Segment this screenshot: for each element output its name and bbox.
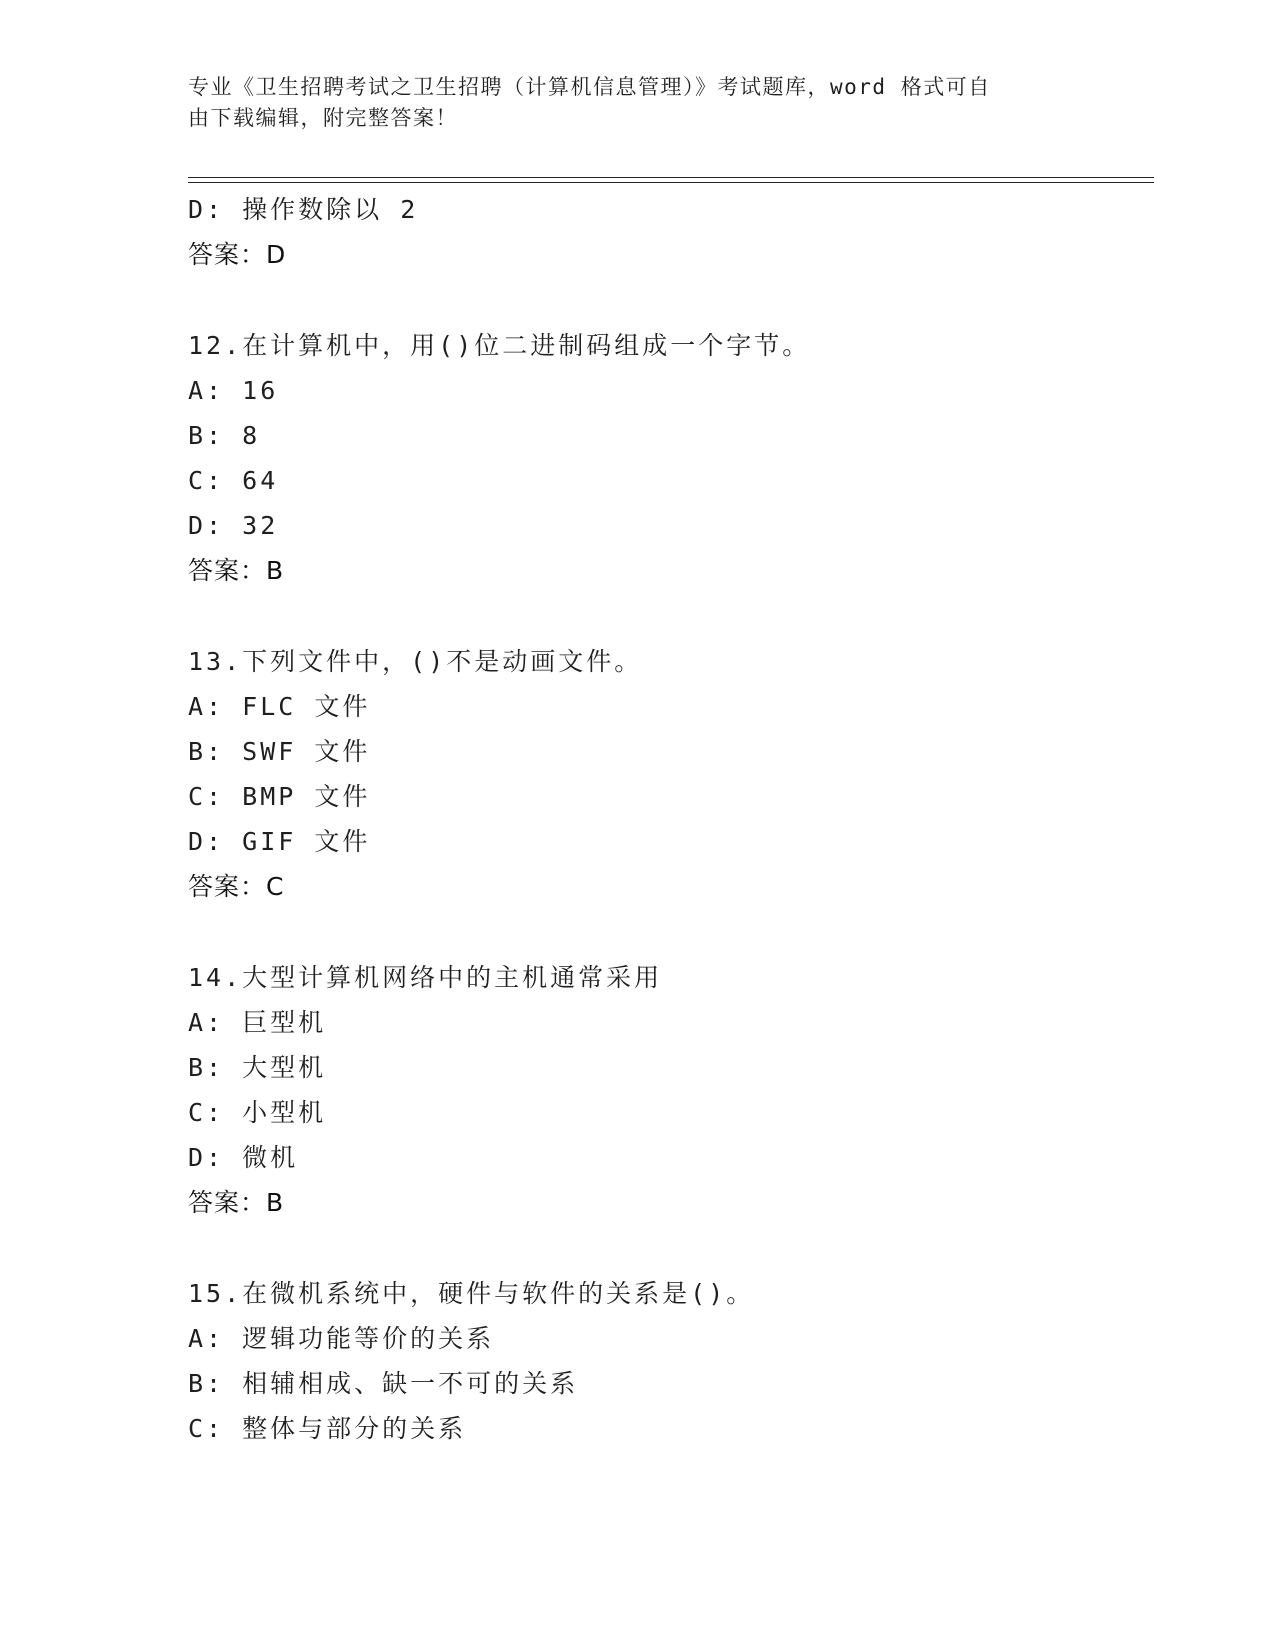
option-b: B: 相辅相成、缺一不可的关系 <box>188 1369 579 1398</box>
option-b: B: 大型机 <box>188 1053 327 1082</box>
option-b: B: SWF 文件 <box>188 737 371 766</box>
answer-line: 答案：D <box>188 240 287 269</box>
option-d: D: GIF 文件 <box>188 827 371 856</box>
option-d: D: 32 <box>188 511 279 540</box>
question-stem: 14.大型计算机网络中的主机通常采用 <box>188 963 663 992</box>
answer-line: 答案：B <box>188 556 285 585</box>
option-c: C: BMP 文件 <box>188 782 371 811</box>
header-line-2: 由下载编辑，附完整答案！ <box>188 106 458 130</box>
question-stem: 12.在计算机中，用()位二进制码组成一个字节。 <box>188 331 811 360</box>
header-divider-top <box>188 177 1154 178</box>
header-line-1: 专业《卫生招聘考试之卫生招聘（计算机信息管理）》考试题库，word 格式可自 <box>188 75 991 99</box>
option-a: A: 巨型机 <box>188 1008 327 1037</box>
answer-line: 答案：B <box>188 1188 285 1217</box>
question-stem: 13.下列文件中，()不是动画文件。 <box>188 647 643 676</box>
option-a: A: 逻辑功能等价的关系 <box>188 1324 495 1353</box>
option-d: D: 微机 <box>188 1143 299 1172</box>
answer-line: 答案：C <box>188 872 285 901</box>
question-stem: 15.在微机系统中，硬件与软件的关系是()。 <box>188 1279 755 1308</box>
document-header <box>188 72 1068 134</box>
option-c: C: 64 <box>188 466 279 495</box>
option-c: C: 整体与部分的关系 <box>188 1414 467 1443</box>
option-a: A: FLC 文件 <box>188 692 371 721</box>
option-c: C: 小型机 <box>188 1098 327 1127</box>
option-d: D: 操作数除以 2 <box>188 195 419 224</box>
option-a: A: 16 <box>188 376 279 405</box>
option-b: B: 8 <box>188 421 261 450</box>
header-divider-bottom <box>188 182 1154 183</box>
